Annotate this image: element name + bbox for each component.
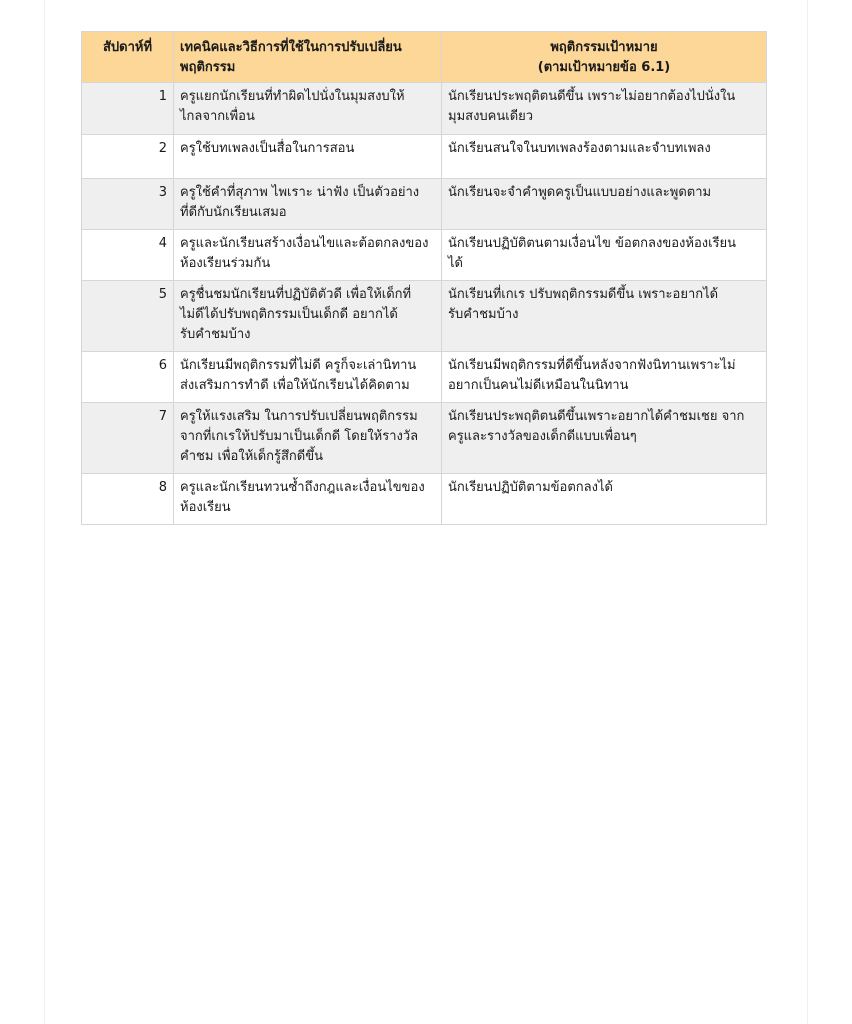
week-number: 4 — [82, 230, 174, 281]
technique-line: ครูให้แรงเสริม ในการปรับเปลี่ยนพฤติกรรม — [180, 409, 418, 424]
target-line: นักเรียนปฏิบัติตนตามเงื่อนไข ข้อตกลงของห้องเรียน — [448, 236, 737, 251]
technique-line: จากที่เกเรให้ปรับมาเป็นเด็กดี โดยให้รางวัล — [180, 429, 419, 444]
page-left-edge — [44, 0, 45, 1024]
technique-line: ส่งเสริมการทำดี เพื่อให้นักเรียนได้คิดตาม — [180, 378, 410, 393]
table-header-row — [82, 32, 767, 83]
header-technique-line-1: เทคนิคและวิธีการที่ใช้ในการปรับเปลี่ยน — [180, 40, 402, 55]
technique-line: ครูและนักเรียนทวนซ้ำถึงกฎและเงื่อนไขของ — [180, 480, 425, 495]
technique-line: ห้องเรียนร่วมกัน — [180, 256, 271, 271]
technique-cell — [174, 83, 442, 135]
target-behavior-cell — [442, 281, 767, 352]
technique-line: นักเรียนมีพฤติกรรมที่ไม่ดี ครูก็จะเล่านิทาน — [180, 358, 417, 373]
table-row — [82, 352, 767, 403]
header-target-line-2: (ตามเป้าหมายข้อ 6.1) — [537, 60, 671, 75]
week-number: 3 — [82, 179, 174, 230]
target-line: อยากเป็นคนไม่ดีเหมือนในนิทาน — [448, 378, 629, 393]
technique-line: ครูใช้คำที่สุภาพ ไพเราะ น่าฟัง เป็นตัวอย่าง — [180, 185, 420, 200]
target-line: นักเรียนมีพฤติกรรมที่ดีขึ้นหลังจากฟังนิทานเพราะไม่ — [448, 358, 736, 373]
page-right-edge — [807, 0, 808, 1024]
target-line: นักเรียนประพฤติตนดีขึ้น เพราะไม่อยากต้องไปนั่งใน — [448, 89, 736, 104]
week-number: 6 — [82, 352, 174, 403]
behavior-modification-table — [81, 31, 767, 525]
technique-cell — [174, 474, 442, 525]
technique-line: ครูและนักเรียนสร้างเงื่อนไขและต้อตกลงของ — [180, 236, 429, 251]
target-behavior-cell — [442, 230, 767, 281]
technique-line: ครูแยกนักเรียนที่ทำผิดไปนั่งในมุมสงบให้ — [180, 89, 405, 104]
header-technique — [174, 32, 442, 83]
table-row — [82, 474, 767, 525]
target-behavior-cell — [442, 135, 767, 179]
table-row — [82, 230, 767, 281]
target-line: ครูและรางวัลของเด็กดีแบบเพื่อนๆ — [448, 429, 637, 444]
header-technique-line-2: พฤติกรรม — [180, 60, 236, 75]
technique-line: ห้องเรียน — [180, 500, 231, 515]
target-behavior-cell — [442, 83, 767, 135]
table-row — [82, 281, 767, 352]
header-target-behavior — [442, 32, 767, 83]
table-row — [82, 135, 767, 179]
week-number: 7 — [82, 403, 174, 474]
technique-cell — [174, 179, 442, 230]
target-behavior-cell — [442, 474, 767, 525]
target-line: นักเรียนจะจำคำพูดครูเป็นแบบอย่างและพูดตาม — [448, 185, 712, 200]
week-number: 2 — [82, 135, 174, 179]
target-behavior-cell — [442, 403, 767, 474]
week-number: 5 — [82, 281, 174, 352]
target-line: นักเรียนปฏิบัติตามข้อตกลงได้ — [448, 480, 613, 495]
target-line: ได้ — [448, 256, 463, 271]
table-row — [82, 403, 767, 474]
header-week — [82, 32, 174, 83]
target-behavior-cell — [442, 179, 767, 230]
technique-line: รับคำชมบ้าง — [180, 327, 251, 342]
technique-line: ครูชื่นชมนักเรียนที่ปฏิบัติตัวดี เพื่อให้เด็กที่ — [180, 287, 412, 302]
header-target-line-1: พฤติกรรมเป้าหมาย — [550, 40, 658, 55]
technique-cell — [174, 403, 442, 474]
technique-line: ครูใช้บทเพลงเป็นสื่อในการสอน — [180, 141, 355, 156]
target-behavior-cell — [442, 352, 767, 403]
target-line: รับคำชมบ้าง — [448, 307, 519, 322]
technique-line: ไม่ดีได้ปรับพฤติกรรมเป็นเด็กดี อยากได้ — [180, 307, 398, 322]
week-number: 1 — [82, 83, 174, 135]
technique-cell — [174, 135, 442, 179]
target-line: นักเรียนสนใจในบทเพลงร้องตามและจำบทเพลง — [448, 141, 711, 156]
target-line: นักเรียนประพฤติตนดีขึ้นเพราะอยากได้คำชมเชย จาก — [448, 409, 745, 424]
technique-cell — [174, 230, 442, 281]
technique-cell — [174, 281, 442, 352]
header-week-label: สัปดาห์ที่ — [102, 40, 153, 55]
table-row — [82, 179, 767, 230]
technique-cell — [174, 352, 442, 403]
table-row — [82, 83, 767, 135]
technique-line: คำชม เพื่อให้เด็กรู้สึกดีขึ้น — [180, 449, 324, 464]
technique-line: ที่ดีกับนักเรียนเสมอ — [180, 205, 287, 220]
target-line: นักเรียนที่เกเร ปรับพฤติกรรมดีขึ้น เพราะอยากได้ — [448, 287, 719, 302]
week-number: 8 — [82, 474, 174, 525]
technique-line: ไกลจากเพื่อน — [180, 109, 255, 124]
target-line: มุมสงบคนเดียว — [448, 109, 534, 124]
